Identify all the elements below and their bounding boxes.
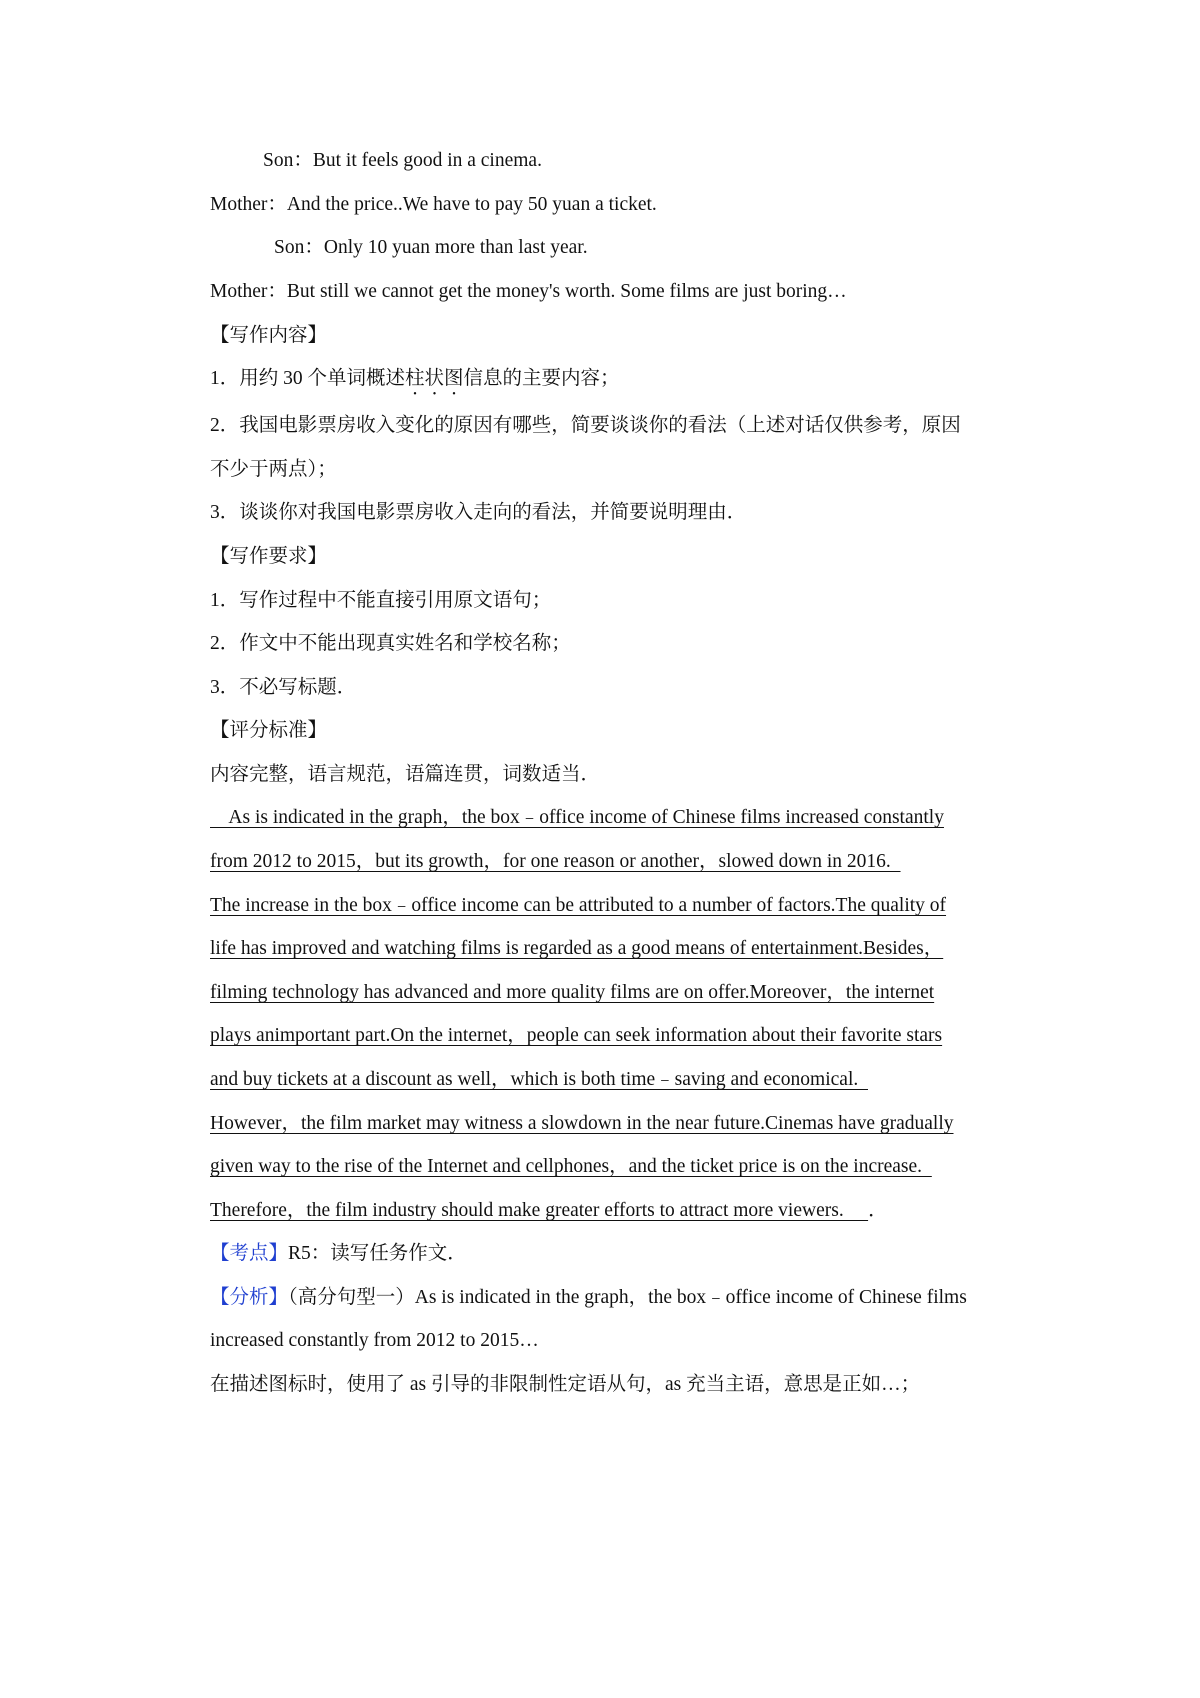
- answer-line-6: plays animportant part.On the internet，people can seek information about their favorite stars: [210, 1025, 943, 1046]
- fenxi-line-1: （高分句型一）As is indicated in the graph，the box﹣office income of Chinese films: [288, 1287, 967, 1308]
- answer-line-2: from 2012 to 2015，but its growth，for one reason or another，slowed down in 2016.: [210, 851, 901, 872]
- utterance: And the price..We have to pay 50 yuan a ticket.: [286, 194, 657, 215]
- speaker: Mother: [210, 281, 268, 302]
- fenxi-line-2: increased constantly from 2012 to 2015…: [210, 1330, 539, 1351]
- fenxi-row: [210, 1285, 967, 1311]
- answer-line-1: As is indicated in the graph，the box﹣office income of Chinese films increased constantly: [210, 807, 944, 828]
- answer-line-5: filming technology has advanced and more quality films are on offer.Moreover，the internet: [210, 982, 935, 1003]
- section-heading-content: 【写作内容】: [210, 325, 328, 346]
- fenxi-label: 【分析】: [210, 1287, 289, 1308]
- content-item-1-emphasis: 柱状图: [405, 368, 464, 389]
- content-item-1: [210, 366, 620, 392]
- dialogue-line-3: Son：Only 10 yuan more than last year.: [274, 237, 588, 258]
- section-heading-requirements: 【写作要求】: [210, 546, 328, 567]
- answer-line-8: However，the film market may witness a slowdown in the near future.Cinemas have gradually: [210, 1113, 954, 1134]
- answer-line-9: given way to the rise of the Internet and cellphones，and the ticket price is on the increase.: [210, 1156, 932, 1177]
- content-item-1-post: 信息的主要内容；: [463, 368, 620, 389]
- utterance: Only 10 yuan more than last year.: [323, 237, 588, 258]
- answer-line-7: and buy tickets at a discount as well，which is both time﹣saving and economical.: [210, 1069, 868, 1090]
- answer-trailing-period: ．: [868, 1200, 888, 1221]
- speaker: Son: [274, 237, 305, 258]
- content-item-2-line-2: 不少于两点）；: [210, 459, 337, 480]
- scoring-text: 内容完整，语言规范，语篇连贯，词数适当．: [210, 764, 601, 785]
- answer-line-4: life has improved and watching films is regarded as a good means of entertainment.Besides，: [210, 938, 944, 959]
- answer-line-10: [210, 1198, 888, 1224]
- kaodian-label: 【考点】: [210, 1243, 289, 1264]
- speaker: Mother: [210, 194, 268, 215]
- dialogue-line-1: Son：But it feels good in a cinema.: [263, 150, 542, 171]
- fenxi-line-3: 在描述图标时，使用了 as 引导的非限制性定语从句，as 充当主语，意思是正如…；: [210, 1374, 921, 1395]
- kaodian-text: R5：读写任务作文．: [288, 1243, 467, 1264]
- dialogue-line-4: Mother：But still we cannot get the money's worth. Some films are just boring…: [210, 281, 847, 302]
- answer-line-10-text: Therefore，the film industry should make greater efforts to attract more viewers.: [210, 1200, 869, 1221]
- content-item-3: 3．谈谈你对我国电影票房收入走向的看法，并简要说明理由．: [210, 502, 747, 523]
- requirement-item-2: 2．作文中不能出现真实姓名和学校名称；: [210, 633, 571, 654]
- content-item-2-line-1: 2．我国电影票房收入变化的原因有哪些，简要谈谈你的看法（上述对话仅供参考，原因: [210, 415, 961, 436]
- section-heading-scoring: 【评分标准】: [210, 720, 328, 741]
- content-item-1-pre: 1．用约 30 个单词概述: [210, 368, 406, 389]
- answer-line-3: The increase in the box﹣office income can be attributed to a number of factors.The quality of: [210, 895, 947, 916]
- requirement-item-3: 3．不必写标题．: [210, 677, 357, 698]
- speaker: Son: [263, 150, 294, 171]
- utterance: But still we cannot get the money's worth. Some films are just boring…: [286, 281, 847, 302]
- kaodian-row: [210, 1241, 467, 1267]
- dialogue-line-2: Mother：And the price..We have to pay 50 yuan a ticket.: [210, 194, 657, 215]
- requirement-item-1: 1．写作过程中不能直接引用原文语句；: [210, 590, 552, 611]
- utterance: But it feels good in a cinema.: [312, 150, 542, 171]
